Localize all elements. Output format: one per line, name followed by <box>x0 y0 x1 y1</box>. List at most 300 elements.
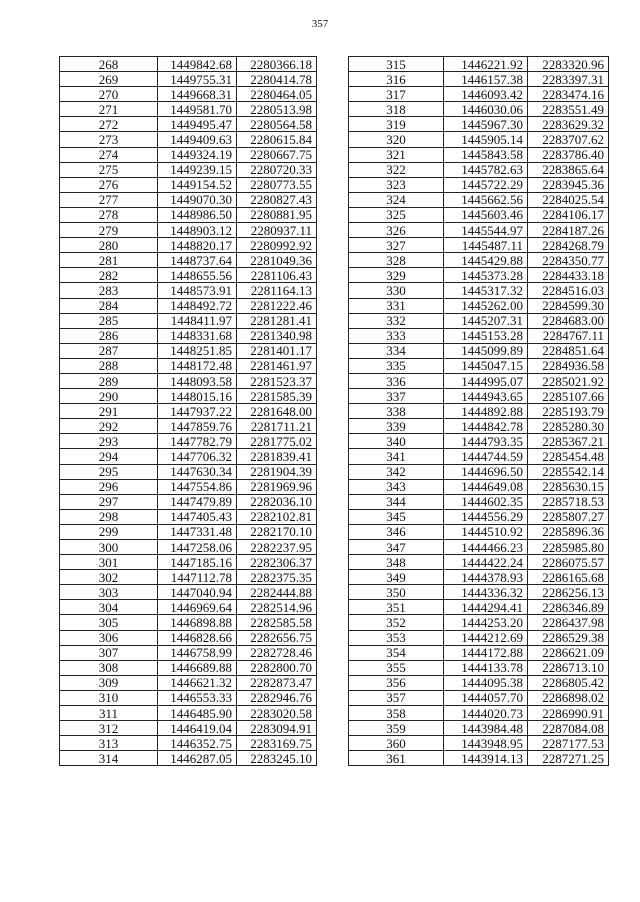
table-row <box>60 102 317 117</box>
point-number-cell: 330 <box>349 283 444 298</box>
x-coordinate-cell: 1449154.52 <box>158 177 237 192</box>
coordinate-table-right <box>348 56 609 766</box>
point-number-cell: 290 <box>60 389 158 404</box>
table-row <box>60 57 317 72</box>
table-row <box>60 630 317 645</box>
x-coordinate-cell: 1449239.15 <box>158 162 237 177</box>
point-number-cell: 317 <box>349 87 444 102</box>
table-row <box>60 343 317 358</box>
y-coordinate-cell: 2286165.68 <box>528 570 609 585</box>
table-row <box>60 479 317 494</box>
table-row <box>349 509 609 524</box>
table-row <box>349 706 609 721</box>
point-number-cell: 306 <box>60 630 158 645</box>
x-coordinate-cell: 1448492.72 <box>158 298 237 313</box>
x-coordinate-cell: 1449668.31 <box>158 87 237 102</box>
point-number-cell: 295 <box>60 464 158 479</box>
x-coordinate-cell: 1447112.78 <box>158 570 237 585</box>
point-number-cell: 344 <box>349 494 444 509</box>
y-coordinate-cell: 2281839.41 <box>237 449 317 464</box>
table-row <box>60 555 317 570</box>
table-row <box>60 570 317 585</box>
point-number-cell: 333 <box>349 328 444 343</box>
y-coordinate-cell: 2280414.78 <box>237 72 317 87</box>
point-number-cell: 350 <box>349 585 444 600</box>
table-row <box>60 373 317 388</box>
table-row <box>60 268 317 283</box>
x-coordinate-cell: 1446485.90 <box>158 706 237 721</box>
y-coordinate-cell: 2282514.96 <box>237 600 317 615</box>
y-coordinate-cell: 2285630.15 <box>528 479 609 494</box>
x-coordinate-cell: 1443984.48 <box>444 721 528 736</box>
y-coordinate-cell: 2283945.36 <box>528 177 609 192</box>
table-row <box>349 223 609 238</box>
point-number-cell: 311 <box>60 706 158 721</box>
point-number-cell: 273 <box>60 132 158 147</box>
table-row <box>349 147 609 162</box>
point-number-cell: 300 <box>60 540 158 555</box>
table-row <box>349 736 609 751</box>
point-number-cell: 318 <box>349 102 444 117</box>
y-coordinate-cell: 2287177.53 <box>528 736 609 751</box>
x-coordinate-cell: 1445429.88 <box>444 253 528 268</box>
point-number-cell: 286 <box>60 328 158 343</box>
x-coordinate-cell: 1448093.58 <box>158 373 237 388</box>
point-number-cell: 351 <box>349 600 444 615</box>
x-coordinate-cell: 1447706.32 <box>158 449 237 464</box>
point-number-cell: 349 <box>349 570 444 585</box>
y-coordinate-cell: 2284187.26 <box>528 223 609 238</box>
table-row <box>349 102 609 117</box>
table-row <box>349 570 609 585</box>
x-coordinate-cell: 1443914.13 <box>444 751 528 766</box>
y-coordinate-cell: 2287271.25 <box>528 751 609 766</box>
table-row <box>60 509 317 524</box>
table-row <box>349 177 609 192</box>
table-row <box>349 615 609 630</box>
table-row <box>60 524 317 539</box>
y-coordinate-cell: 2280992.92 <box>237 238 317 253</box>
table-row <box>349 585 609 600</box>
table-row <box>60 298 317 313</box>
point-number-cell: 269 <box>60 72 158 87</box>
x-coordinate-cell: 1448331.68 <box>158 328 237 343</box>
point-number-cell: 315 <box>349 57 444 72</box>
y-coordinate-cell: 2283707.62 <box>528 132 609 147</box>
table-row <box>349 57 609 72</box>
y-coordinate-cell: 2283320.96 <box>528 57 609 72</box>
table-row <box>349 404 609 419</box>
y-coordinate-cell: 2284683.00 <box>528 313 609 328</box>
y-coordinate-cell: 2286437.98 <box>528 615 609 630</box>
x-coordinate-cell: 1449842.68 <box>158 57 237 72</box>
y-coordinate-cell: 2282306.37 <box>237 555 317 570</box>
x-coordinate-cell: 1448172.48 <box>158 358 237 373</box>
y-coordinate-cell: 2285021.92 <box>528 373 609 388</box>
x-coordinate-cell: 1444943.65 <box>444 389 528 404</box>
point-number-cell: 329 <box>349 268 444 283</box>
point-number-cell: 343 <box>349 479 444 494</box>
y-coordinate-cell: 2280464.05 <box>237 87 317 102</box>
y-coordinate-cell: 2280366.18 <box>237 57 317 72</box>
x-coordinate-cell: 1448015.16 <box>158 389 237 404</box>
point-number-cell: 325 <box>349 207 444 222</box>
x-coordinate-cell: 1449409.63 <box>158 132 237 147</box>
y-coordinate-cell: 2281648.00 <box>237 404 317 419</box>
point-number-cell: 314 <box>60 751 158 766</box>
y-coordinate-cell: 2280564.58 <box>237 117 317 132</box>
y-coordinate-cell: 2284433.18 <box>528 268 609 283</box>
y-coordinate-cell: 2286256.13 <box>528 585 609 600</box>
y-coordinate-cell: 2284767.11 <box>528 328 609 343</box>
point-number-cell: 279 <box>60 223 158 238</box>
y-coordinate-cell: 2285454.48 <box>528 449 609 464</box>
y-coordinate-cell: 2284350.77 <box>528 253 609 268</box>
table-row <box>349 87 609 102</box>
table-row <box>349 419 609 434</box>
point-number-cell: 358 <box>349 706 444 721</box>
x-coordinate-cell: 1444744.59 <box>444 449 528 464</box>
table-row <box>349 207 609 222</box>
x-coordinate-cell: 1449324.19 <box>158 147 237 162</box>
table-row <box>349 600 609 615</box>
table-row <box>349 434 609 449</box>
x-coordinate-cell: 1445967.30 <box>444 117 528 132</box>
y-coordinate-cell: 2281222.46 <box>237 298 317 313</box>
x-coordinate-cell: 1444602.35 <box>444 494 528 509</box>
table-row <box>60 358 317 373</box>
point-number-cell: 309 <box>60 675 158 690</box>
x-coordinate-cell: 1446828.66 <box>158 630 237 645</box>
y-coordinate-cell: 2282800.70 <box>237 660 317 675</box>
table-row <box>60 494 317 509</box>
point-number-cell: 296 <box>60 479 158 494</box>
y-coordinate-cell: 2285280.30 <box>528 419 609 434</box>
table-row <box>349 389 609 404</box>
x-coordinate-cell: 1446157.38 <box>444 72 528 87</box>
y-coordinate-cell: 2286529.38 <box>528 630 609 645</box>
table-row <box>349 690 609 705</box>
x-coordinate-cell: 1445722.29 <box>444 177 528 192</box>
point-number-cell: 303 <box>60 585 158 600</box>
x-coordinate-cell: 1444696.50 <box>444 464 528 479</box>
point-number-cell: 360 <box>349 736 444 751</box>
point-number-cell: 322 <box>349 162 444 177</box>
y-coordinate-cell: 2282237.95 <box>237 540 317 555</box>
y-coordinate-cell: 2285367.21 <box>528 434 609 449</box>
y-coordinate-cell: 2282873.47 <box>237 675 317 690</box>
table-row <box>60 192 317 207</box>
point-number-cell: 347 <box>349 540 444 555</box>
y-coordinate-cell: 2284936.58 <box>528 358 609 373</box>
table-row <box>349 313 609 328</box>
table-row <box>349 479 609 494</box>
x-coordinate-cell: 1446287.05 <box>158 751 237 766</box>
x-coordinate-cell: 1446352.75 <box>158 736 237 751</box>
x-coordinate-cell: 1448411.97 <box>158 313 237 328</box>
point-number-cell: 288 <box>60 358 158 373</box>
page-number: 357 <box>311 18 329 30</box>
x-coordinate-cell: 1447782.79 <box>158 434 237 449</box>
x-coordinate-cell: 1447630.34 <box>158 464 237 479</box>
point-number-cell: 335 <box>349 358 444 373</box>
point-number-cell: 301 <box>60 555 158 570</box>
y-coordinate-cell: 2281969.96 <box>237 479 317 494</box>
x-coordinate-cell: 1446758.99 <box>158 645 237 660</box>
x-coordinate-cell: 1448737.64 <box>158 253 237 268</box>
y-coordinate-cell: 2282170.10 <box>237 524 317 539</box>
point-number-cell: 282 <box>60 268 158 283</box>
x-coordinate-cell: 1444133.78 <box>444 660 528 675</box>
point-number-cell: 340 <box>349 434 444 449</box>
x-coordinate-cell: 1445262.00 <box>444 298 528 313</box>
point-number-cell: 298 <box>60 509 158 524</box>
y-coordinate-cell: 2283865.64 <box>528 162 609 177</box>
y-coordinate-cell: 2283786.40 <box>528 147 609 162</box>
x-coordinate-cell: 1447479.89 <box>158 494 237 509</box>
point-number-cell: 287 <box>60 343 158 358</box>
y-coordinate-cell: 2280827.43 <box>237 192 317 207</box>
point-number-cell: 313 <box>60 736 158 751</box>
y-coordinate-cell: 2281164.13 <box>237 283 317 298</box>
x-coordinate-cell: 1444892.88 <box>444 404 528 419</box>
y-coordinate-cell: 2283169.75 <box>237 736 317 751</box>
y-coordinate-cell: 2285107.66 <box>528 389 609 404</box>
y-coordinate-cell: 2285896.36 <box>528 524 609 539</box>
point-number-cell: 361 <box>349 751 444 766</box>
y-coordinate-cell: 2283397.31 <box>528 72 609 87</box>
y-coordinate-cell: 2280667.75 <box>237 147 317 162</box>
y-coordinate-cell: 2287084.08 <box>528 721 609 736</box>
table-row <box>349 162 609 177</box>
point-number-cell: 353 <box>349 630 444 645</box>
table-row <box>60 87 317 102</box>
point-number-cell: 297 <box>60 494 158 509</box>
table-row <box>349 192 609 207</box>
table-row <box>349 540 609 555</box>
y-coordinate-cell: 2284516.03 <box>528 283 609 298</box>
x-coordinate-cell: 1448655.56 <box>158 268 237 283</box>
table-row <box>349 449 609 464</box>
point-number-cell: 320 <box>349 132 444 147</box>
coordinate-table-left <box>59 56 317 766</box>
point-number-cell: 284 <box>60 298 158 313</box>
x-coordinate-cell: 1446030.06 <box>444 102 528 117</box>
table-row <box>349 132 609 147</box>
y-coordinate-cell: 2281281.41 <box>237 313 317 328</box>
table-row <box>60 660 317 675</box>
y-coordinate-cell: 2286990.91 <box>528 706 609 721</box>
y-coordinate-cell: 2281049.36 <box>237 253 317 268</box>
point-number-cell: 275 <box>60 162 158 177</box>
table-row <box>60 585 317 600</box>
table-row <box>349 721 609 736</box>
point-number-cell: 332 <box>349 313 444 328</box>
point-number-cell: 283 <box>60 283 158 298</box>
table-row <box>60 706 317 721</box>
table-row <box>349 117 609 132</box>
point-number-cell: 308 <box>60 660 158 675</box>
point-number-cell: 352 <box>349 615 444 630</box>
y-coordinate-cell: 2284106.17 <box>528 207 609 222</box>
y-coordinate-cell: 2285985.80 <box>528 540 609 555</box>
table-row <box>60 736 317 751</box>
x-coordinate-cell: 1444466.23 <box>444 540 528 555</box>
x-coordinate-cell: 1449581.70 <box>158 102 237 117</box>
table-row <box>349 464 609 479</box>
y-coordinate-cell: 2284599.30 <box>528 298 609 313</box>
point-number-cell: 305 <box>60 615 158 630</box>
x-coordinate-cell: 1445782.63 <box>444 162 528 177</box>
table-row <box>60 449 317 464</box>
table-row <box>349 298 609 313</box>
y-coordinate-cell: 2285193.79 <box>528 404 609 419</box>
point-number-cell: 342 <box>349 464 444 479</box>
y-coordinate-cell: 2283245.10 <box>237 751 317 766</box>
point-number-cell: 323 <box>349 177 444 192</box>
x-coordinate-cell: 1444422.24 <box>444 555 528 570</box>
x-coordinate-cell: 1449755.31 <box>158 72 237 87</box>
x-coordinate-cell: 1445843.58 <box>444 147 528 162</box>
table-row <box>60 751 317 766</box>
point-number-cell: 336 <box>349 373 444 388</box>
table-row <box>349 751 609 766</box>
y-coordinate-cell: 2281340.98 <box>237 328 317 343</box>
table-row <box>60 675 317 690</box>
table-row <box>60 600 317 615</box>
point-number-cell: 285 <box>60 313 158 328</box>
point-number-cell: 341 <box>349 449 444 464</box>
x-coordinate-cell: 1445373.28 <box>444 268 528 283</box>
y-coordinate-cell: 2280773.55 <box>237 177 317 192</box>
y-coordinate-cell: 2282375.35 <box>237 570 317 585</box>
x-coordinate-cell: 1446689.88 <box>158 660 237 675</box>
point-number-cell: 276 <box>60 177 158 192</box>
table-row <box>60 147 317 162</box>
point-number-cell: 356 <box>349 675 444 690</box>
table-row <box>349 645 609 660</box>
x-coordinate-cell: 1445317.32 <box>444 283 528 298</box>
point-number-cell: 359 <box>349 721 444 736</box>
table-row <box>60 434 317 449</box>
x-coordinate-cell: 1444253.20 <box>444 615 528 630</box>
x-coordinate-cell: 1445544.97 <box>444 223 528 238</box>
x-coordinate-cell: 1449070.30 <box>158 192 237 207</box>
x-coordinate-cell: 1448820.17 <box>158 238 237 253</box>
point-number-cell: 328 <box>349 253 444 268</box>
x-coordinate-cell: 1445099.89 <box>444 343 528 358</box>
y-coordinate-cell: 2284851.64 <box>528 343 609 358</box>
y-coordinate-cell: 2281904.39 <box>237 464 317 479</box>
point-number-cell: 321 <box>349 147 444 162</box>
point-number-cell: 310 <box>60 690 158 705</box>
x-coordinate-cell: 1448986.50 <box>158 207 237 222</box>
y-coordinate-cell: 2280513.98 <box>237 102 317 117</box>
x-coordinate-cell: 1446898.88 <box>158 615 237 630</box>
y-coordinate-cell: 2282728.46 <box>237 645 317 660</box>
x-coordinate-cell: 1447405.43 <box>158 509 237 524</box>
x-coordinate-cell: 1446419.04 <box>158 721 237 736</box>
y-coordinate-cell: 2280615.84 <box>237 132 317 147</box>
x-coordinate-cell: 1444556.29 <box>444 509 528 524</box>
table-row <box>60 72 317 87</box>
point-number-cell: 294 <box>60 449 158 464</box>
y-coordinate-cell: 2283629.32 <box>528 117 609 132</box>
point-number-cell: 274 <box>60 147 158 162</box>
x-coordinate-cell: 1444057.70 <box>444 690 528 705</box>
y-coordinate-cell: 2281401.17 <box>237 343 317 358</box>
y-coordinate-cell: 2280881.95 <box>237 207 317 222</box>
x-coordinate-cell: 1445047.15 <box>444 358 528 373</box>
y-coordinate-cell: 2286075.57 <box>528 555 609 570</box>
table-row <box>60 238 317 253</box>
point-number-cell: 316 <box>349 72 444 87</box>
point-number-cell: 289 <box>60 373 158 388</box>
x-coordinate-cell: 1444020.73 <box>444 706 528 721</box>
table-row <box>349 253 609 268</box>
y-coordinate-cell: 2286621.09 <box>528 645 609 660</box>
table-row <box>349 630 609 645</box>
point-number-cell: 281 <box>60 253 158 268</box>
x-coordinate-cell: 1448573.91 <box>158 283 237 298</box>
point-number-cell: 355 <box>349 660 444 675</box>
point-number-cell: 307 <box>60 645 158 660</box>
table-row <box>60 404 317 419</box>
table-row <box>60 721 317 736</box>
y-coordinate-cell: 2281711.21 <box>237 419 317 434</box>
point-number-cell: 331 <box>349 298 444 313</box>
y-coordinate-cell: 2282444.88 <box>237 585 317 600</box>
x-coordinate-cell: 1445603.46 <box>444 207 528 222</box>
point-number-cell: 346 <box>349 524 444 539</box>
x-coordinate-cell: 1447937.22 <box>158 404 237 419</box>
point-number-cell: 319 <box>349 117 444 132</box>
point-number-cell: 339 <box>349 419 444 434</box>
y-coordinate-cell: 2280720.33 <box>237 162 317 177</box>
x-coordinate-cell: 1444212.69 <box>444 630 528 645</box>
x-coordinate-cell: 1444095.38 <box>444 675 528 690</box>
y-coordinate-cell: 2282656.75 <box>237 630 317 645</box>
table-row <box>60 419 317 434</box>
y-coordinate-cell: 2282036.10 <box>237 494 317 509</box>
x-coordinate-cell: 1447185.16 <box>158 555 237 570</box>
point-number-cell: 293 <box>60 434 158 449</box>
table-row <box>60 645 317 660</box>
table-row <box>349 268 609 283</box>
point-number-cell: 277 <box>60 192 158 207</box>
y-coordinate-cell: 2283020.58 <box>237 706 317 721</box>
x-coordinate-cell: 1445153.28 <box>444 328 528 343</box>
x-coordinate-cell: 1447859.76 <box>158 419 237 434</box>
y-coordinate-cell: 2286805.42 <box>528 675 609 690</box>
table-row <box>60 132 317 147</box>
table-row <box>60 313 317 328</box>
table-row <box>60 389 317 404</box>
table-row <box>349 328 609 343</box>
y-coordinate-cell: 2281461.97 <box>237 358 317 373</box>
x-coordinate-cell: 1445905.14 <box>444 132 528 147</box>
table-row <box>60 690 317 705</box>
table-row <box>60 117 317 132</box>
point-number-cell: 278 <box>60 207 158 222</box>
table-row <box>349 524 609 539</box>
table-row <box>349 238 609 253</box>
x-coordinate-cell: 1446553.33 <box>158 690 237 705</box>
table-row <box>60 328 317 343</box>
x-coordinate-cell: 1448903.12 <box>158 223 237 238</box>
point-number-cell: 299 <box>60 524 158 539</box>
point-number-cell: 327 <box>349 238 444 253</box>
